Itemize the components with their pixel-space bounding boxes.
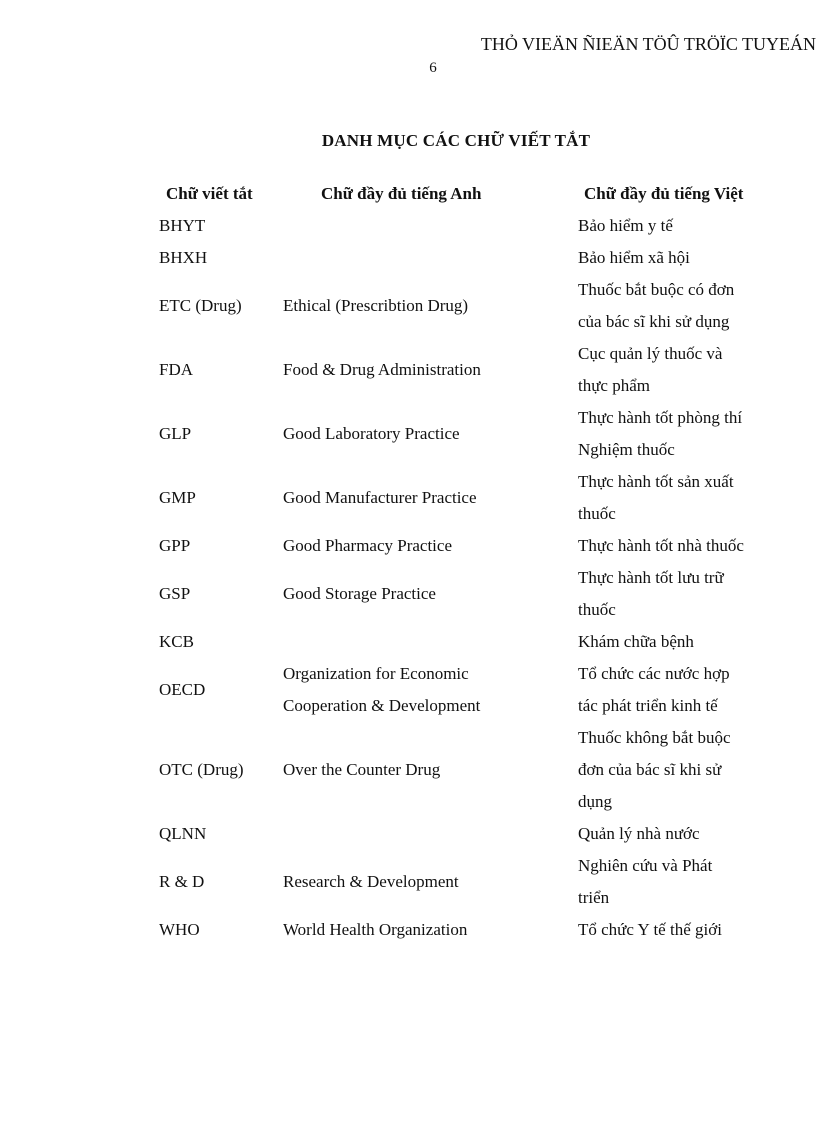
- vietnamese-term-line: Thuốc bắt buộc có đơn: [578, 280, 735, 299]
- english-term-cell: Over the Counter Drug: [283, 760, 441, 779]
- vietnamese-term-cell: [578, 722, 774, 818]
- vietnamese-term-line: Quản lý nhà nước: [578, 824, 700, 843]
- vietnamese-term-line: Thực hành tốt sản xuất: [578, 472, 734, 491]
- abbreviation-cell: BHYT: [159, 216, 206, 235]
- vietnamese-term-cell: [578, 402, 774, 466]
- english-term-cell: Food & Drug Administration: [283, 360, 481, 379]
- table-row: [159, 210, 774, 242]
- english-term-cell: Good Pharmacy Practice: [283, 536, 452, 555]
- abbreviation-cell: GPP: [159, 536, 191, 555]
- vietnamese-term-line: triển: [578, 888, 610, 907]
- table-row: [159, 818, 774, 850]
- vietnamese-term-line: Thực hành tốt nhà thuốc: [578, 536, 744, 555]
- abbreviation-table: [159, 180, 774, 946]
- english-term-cell: [283, 210, 578, 242]
- table-row: [159, 402, 774, 466]
- vietnamese-term-line: Tổ chức Y tế thế giới: [578, 920, 722, 939]
- vietnamese-term-line: thuốc: [578, 600, 616, 619]
- abbreviation-cell: FDA: [159, 360, 194, 379]
- vietnamese-term-cell: [578, 530, 774, 562]
- table-row: [159, 338, 774, 402]
- column-header-vietnamese: Chữ đầy đủ tiếng Việt: [584, 184, 744, 203]
- vietnamese-term-line: Tổ chức các nước hợp: [578, 664, 730, 683]
- english-term-cell: [283, 626, 578, 658]
- vietnamese-term-line: Thực hành tốt lưu trữ: [578, 568, 724, 587]
- abbreviation-cell: GMP: [159, 488, 196, 507]
- english-term-cell: Ethical (Prescribtion Drug): [283, 296, 469, 315]
- vietnamese-term-line: thuốc: [578, 504, 616, 523]
- english-term-cell: Good Manufacturer Practice: [283, 488, 477, 507]
- abbreviation-cell: R & D: [159, 872, 205, 891]
- vietnamese-term-line: Thuốc không bắt buộc: [578, 728, 731, 747]
- table-body: [159, 210, 774, 946]
- table-row: [159, 722, 774, 818]
- vietnamese-term-cell: [578, 914, 774, 946]
- table-header-row: [159, 180, 774, 210]
- table-row: [159, 242, 774, 274]
- vietnamese-term-line: Nghiệm thuốc: [578, 440, 675, 459]
- abbreviation-cell: OECD: [159, 680, 206, 699]
- abbreviation-cell: OTC (Drug): [159, 760, 244, 779]
- english-term-cell: Good Storage Practice: [283, 584, 436, 603]
- vietnamese-term-cell: [578, 850, 774, 914]
- vietnamese-term-line: tác phát triển kinh tế: [578, 696, 718, 715]
- table-row: [159, 530, 774, 562]
- vietnamese-term-line: đơn của bác sĩ khi sử: [578, 760, 722, 779]
- vietnamese-term-line: Thực hành tốt phòng thí: [578, 408, 743, 427]
- column-header-abbreviation: Chữ viết tắt: [166, 184, 253, 203]
- vietnamese-term-cell: [578, 626, 774, 658]
- table-row: [159, 466, 774, 530]
- table-row: [159, 562, 774, 626]
- page-title: DANH MỤC CÁC CHỮ VIẾT TẮT: [321, 131, 591, 150]
- vietnamese-term-cell: [578, 658, 774, 722]
- table-row: [159, 274, 774, 338]
- vietnamese-term-line: Bảo hiểm xã hội: [578, 248, 690, 267]
- table-row: [159, 658, 774, 722]
- vietnamese-term-cell: [578, 466, 774, 530]
- vietnamese-term-line: Nghiên cứu và Phát: [578, 856, 713, 875]
- english-term-cell: World Health Organization: [283, 920, 468, 939]
- vietnamese-term-cell: [578, 818, 774, 850]
- vietnamese-term-cell: [578, 274, 774, 338]
- page-number: 6: [429, 60, 437, 76]
- vietnamese-term-line: của bác sĩ khi sử dụng: [578, 312, 730, 331]
- vietnamese-term-cell: [578, 242, 774, 274]
- vietnamese-term-line: Cục quản lý thuốc và: [578, 344, 723, 363]
- vietnamese-term-line: Khám chữa bệnh: [578, 632, 694, 651]
- abbreviation-cell: QLNN: [159, 824, 207, 843]
- english-term-cell: Research & Development: [283, 872, 459, 891]
- abbreviation-cell: BHXH: [159, 248, 208, 267]
- table-row: [159, 850, 774, 914]
- library-header: THỎ VIEÄN ÑIEÄN TÖÛ TRÖÏC TUYEÁN: [480, 34, 816, 54]
- english-term-cell: Organization for Economic Cooperation & Development: [283, 664, 481, 715]
- abbreviation-cell: WHO: [159, 920, 200, 939]
- vietnamese-term-cell: [578, 562, 774, 626]
- column-header-english: Chữ đầy đủ tiếng Anh: [321, 184, 482, 203]
- abbreviation-cell: GSP: [159, 584, 191, 603]
- english-term-cell: Good Laboratory Practice: [283, 424, 460, 443]
- vietnamese-term-cell: [578, 338, 774, 402]
- vietnamese-term-line: Bảo hiểm y tế: [578, 216, 673, 235]
- english-term-cell: [283, 242, 578, 274]
- table-row: [159, 626, 774, 658]
- abbreviation-cell: KCB: [159, 632, 194, 651]
- vietnamese-term-cell: [578, 210, 774, 242]
- abbreviation-cell: ETC (Drug): [159, 296, 242, 315]
- english-term-cell: [283, 818, 578, 850]
- abbreviation-cell: GLP: [159, 424, 192, 443]
- vietnamese-term-line: thực phẩm: [578, 376, 651, 395]
- table-row: [159, 914, 774, 946]
- vietnamese-term-line: dụng: [578, 792, 612, 811]
